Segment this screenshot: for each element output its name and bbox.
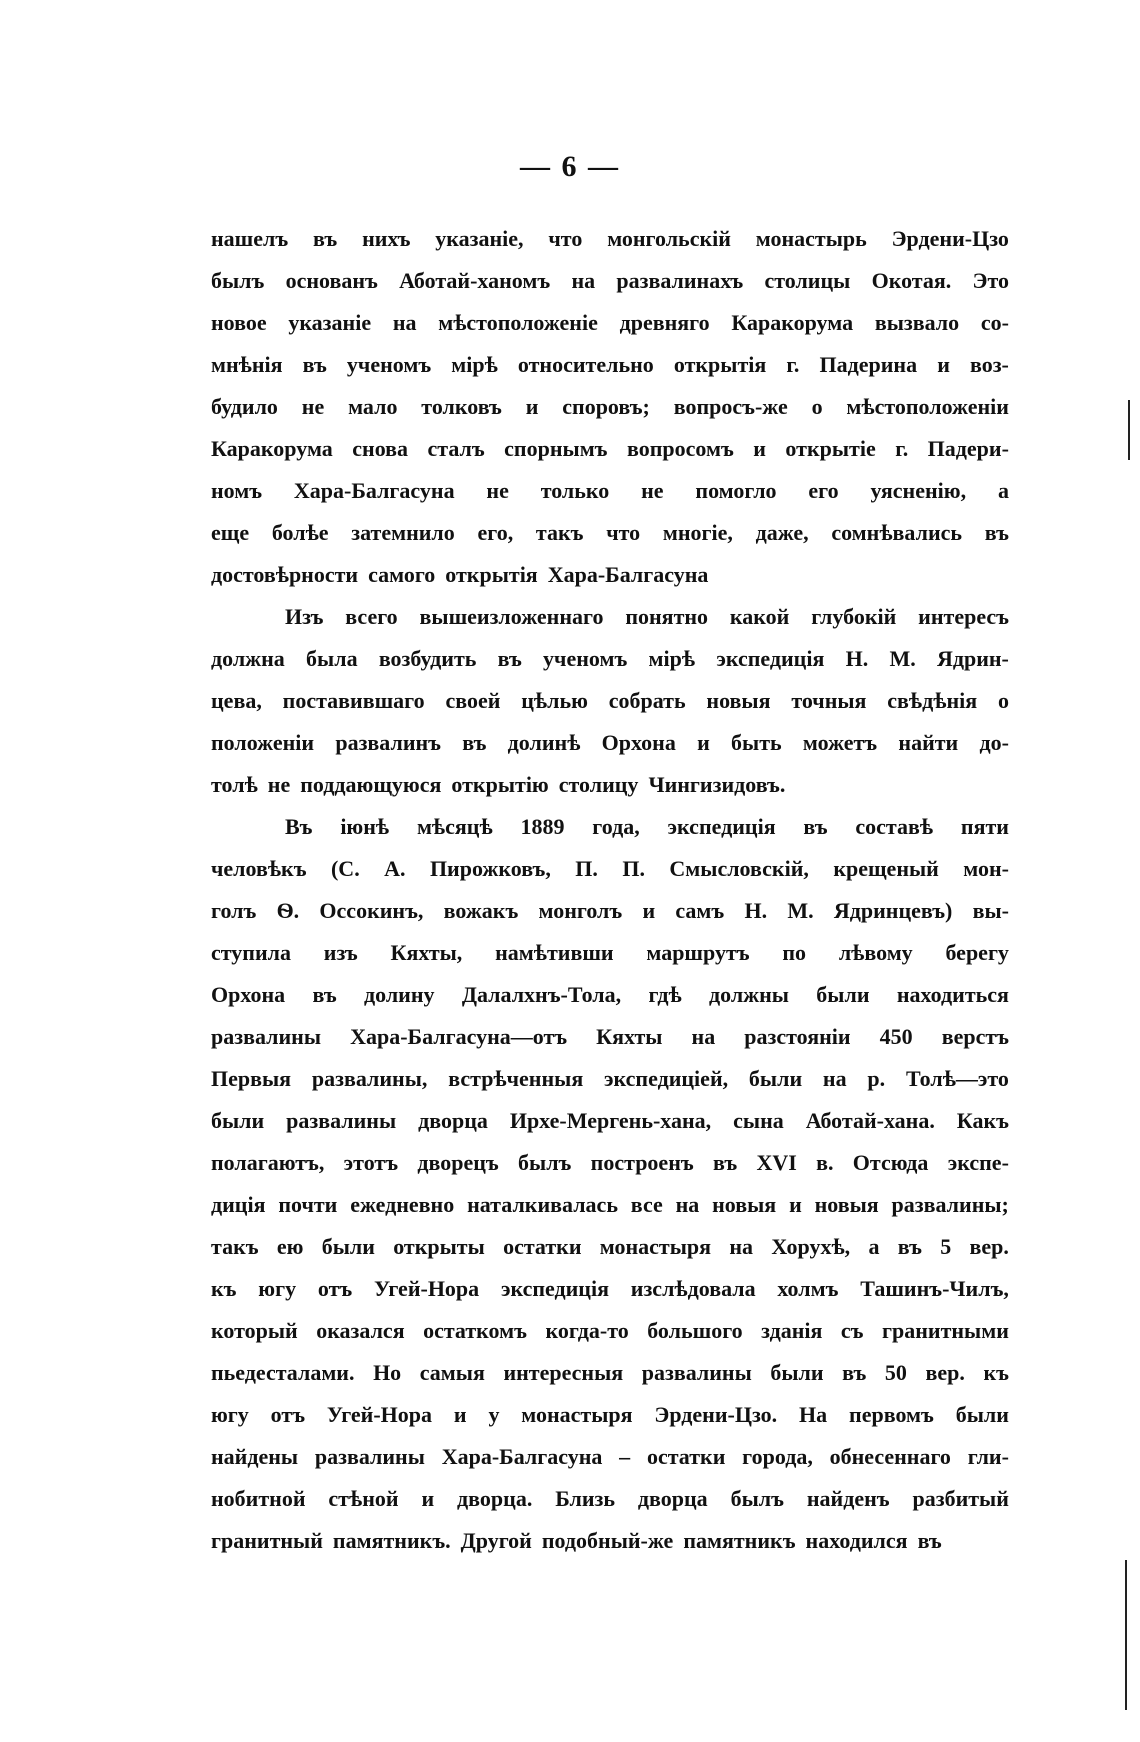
text-line: Изъ всего вышеизложеннаго понятно какой глубокій интересъ [285, 604, 1009, 629]
text-line: который оказался остаткомъ когда-то большого зданія съ гранитными [211, 1318, 1009, 1343]
text-line: нашелъ въ нихъ указаніе, что монгольскій монастырь Эрдени-Цзо [211, 226, 1009, 251]
text-line: ступила изъ Кяхты, намѣтивши маршрутъ по лѣвому берегу [211, 940, 1009, 965]
page-number: — 6 — [520, 150, 620, 183]
text-line: человѣкъ (С. А. Пирожковъ, П. П. Смысловскій, крещеный мон- [211, 856, 1009, 881]
text-line: номъ Хара-Балгасуна не только не помогло его уясненію, а [211, 478, 1009, 503]
text-line: были развалины дворца Ирхе-Мергень-хана, сына Аботай-хана. Какъ [211, 1108, 1009, 1133]
text-line: еще болѣе затемнило его, такъ что многіе, даже, сомнѣвались въ [211, 520, 1009, 545]
text-line: голъ Ѳ. Оссокинъ, вожакъ монголъ и самъ Н. М. Ядринцевъ) вы- [211, 898, 1009, 923]
text-line: развалины Хара-Балгасуна—отъ Кяхты на разстояніи 450 верстъ [211, 1024, 1009, 1049]
text-line: Въ іюнѣ мѣсяцѣ 1889 года, экспедиція въ составѣ пяти [285, 814, 1009, 839]
text-line: къ югу отъ Угей-Нора экспедиція изслѣдовала холмъ Ташинъ-Чилъ, [211, 1276, 1009, 1301]
text-line: достовѣрности самого открытія Хара-Балгасуна [211, 562, 709, 587]
text-line: Каракорума снова сталъ спорнымъ вопросомъ и открытіе г. Падери- [211, 436, 1009, 461]
text-line: найдены развалины Хара-Балгасуна – остатки города, обнесеннаго гли- [211, 1444, 1009, 1469]
text-line: диція почти ежедневно наталкивалась все на новыя и новыя развалины; [211, 1192, 1009, 1217]
text-line: полагаютъ, этотъ дворецъ былъ построенъ въ XVI в. Отсюда экспе- [211, 1150, 1009, 1175]
text-line: мнѣнія въ ученомъ мірѣ относительно открытія г. Падерина и воз- [211, 352, 1009, 377]
text-line: такъ ею были открыты остатки монастыря на Хорухѣ, а въ 5 вер. [211, 1234, 1009, 1259]
text-line: нобитной стѣной и дворца. Близь дворца былъ найденъ разбитый [211, 1486, 1009, 1511]
body-text [211, 218, 1009, 1562]
text-line: Первыя развалины, встрѣченныя экспедиціей, были на р. Толѣ—это [211, 1066, 1009, 1091]
text-line: толѣ не поддающуюся открытію столицу Чингизидовъ. [211, 772, 786, 797]
scan-margin-mark [1125, 1560, 1127, 1710]
text-line: будило не мало толковъ и споровъ; вопросъ-же о мѣстоположеніи [211, 394, 1009, 419]
text-line: должна была возбудить въ ученомъ мірѣ экспедиція Н. М. Ядрин- [211, 646, 1009, 671]
text-line: пьедесталами. Но самыя интересныя развалины были въ 50 вер. къ [211, 1360, 1009, 1385]
scan-margin-mark [1128, 400, 1130, 460]
text-line: югу отъ Угей-Нора и у монастыря Эрдени-Цзо. На первомъ были [211, 1402, 1009, 1427]
text-line: новое указаніе на мѣстоположеніе древняго Каракорума вызвало со- [211, 310, 1009, 335]
text-line: цева, поставившаго своей цѣлью собрать новыя точныя свѣдѣнія о [211, 688, 1009, 713]
text-line: Орхона въ долину Далалхнъ-Тола, гдѣ должны были находиться [211, 982, 1009, 1007]
text-line: положеніи развалинъ въ долинѣ Орхона и быть можетъ найти до- [211, 730, 1009, 755]
text-line: былъ основанъ Аботай-ханомъ на развалинахъ столицы Окотая. Это [211, 268, 1009, 293]
text-line: гранитный памятникъ. Другой подобный-же памятникъ находился въ [211, 1528, 942, 1553]
